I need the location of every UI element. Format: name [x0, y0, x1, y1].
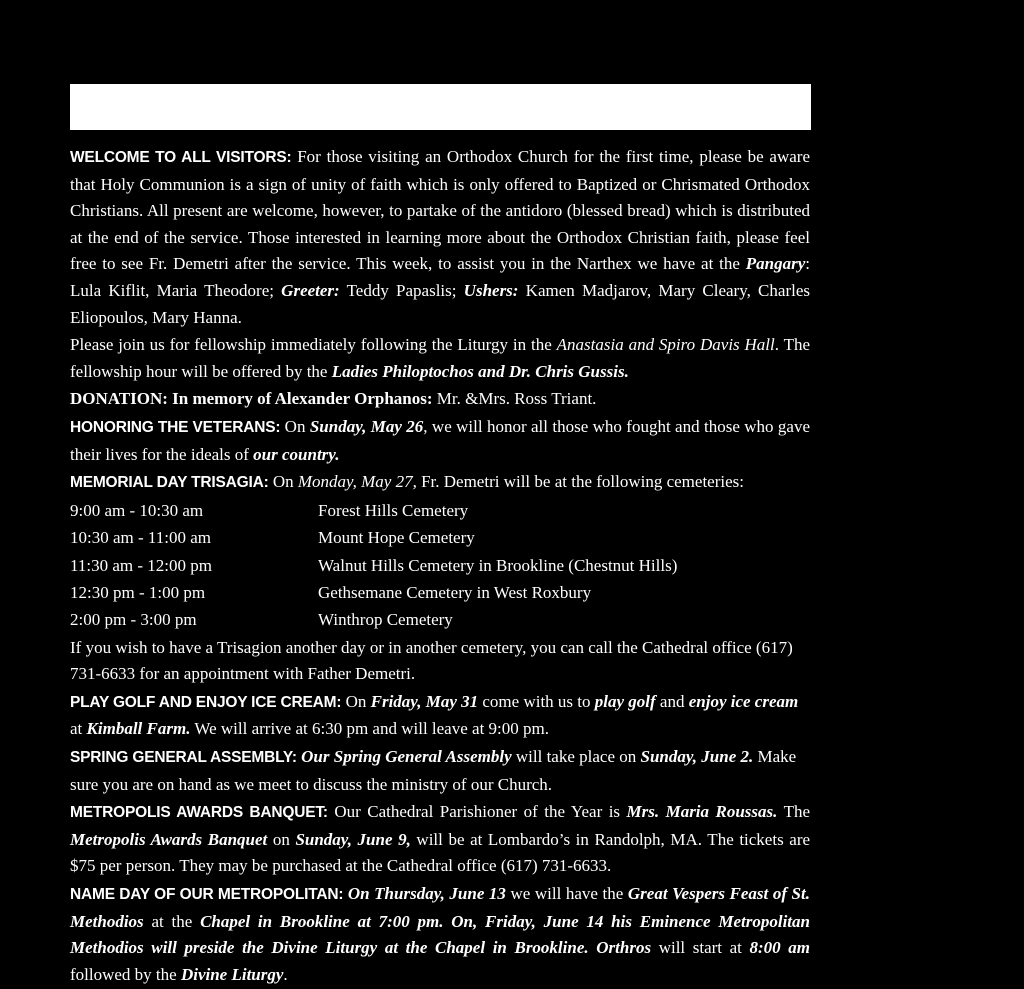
- trisagion-note: If you wish to have a Trisagion another day or in another cemetery, you can call the Cathedral office (617) 731-6633 for an appointment with Father Demetri.: [70, 637, 793, 684]
- donation-heading: DONATION: In memory of Alexander Orphanos:: [70, 389, 433, 409]
- farm-name: Kimball Farm.: [86, 719, 191, 739]
- banquet-date: Sunday, June 9,: [295, 829, 411, 849]
- schedule-time: 9:00 am - 10:30 am: [70, 500, 204, 520]
- memorial-date: Monday, May 27,: [297, 472, 417, 492]
- golf-heading: PLAY GOLF AND ENJOY ICE CREAM:: [70, 693, 342, 711]
- hall-name: Anastasia and Spiro Davis Hall: [556, 335, 775, 355]
- welcome-paragraph: WELCOME TO ALL VISITORS: For those visiting an Orthodox Church for the first time, please be aware that Holy Communion is a sign of unity of faith which is only offered to Baptized or Chrismated Orthodox Christians. All present are welcome, however, to partake of the antidoro (blessed bread) which is distributed at the end of the service. Those interested in learning more about the Orthodox Christian faith, please feel free to see Fr. Demetri after the service. This week, to assist you in the Narthex we have at the Pangary: Lula Kiflit, Maria Theodore; Greeter: Teddy Papaslis; Ushers: Kamen Madjarov, Mary Cleary, Charles Eliopoulos, Mary Hanna.: [70, 147, 810, 327]
- assembly-heading: SPRING GENERAL ASSEMBLY:: [70, 749, 297, 767]
- ushers-label: Ushers:: [463, 280, 519, 300]
- schedule-time: 10:30 am - 11:00 am: [70, 528, 212, 548]
- schedule-row: [70, 553, 810, 580]
- donation-paragraph: DONATION: In memory of Alexander Orphanos: Mr. &Mrs. Ross Triant.: [70, 389, 597, 409]
- fellowship-paragraph: Please join us for fellowship immediately following the Liturgy in the Anastasia and Spiro Davis Hall. The fellowship hour will be offered by the Ladies Philoptochos and Dr. Chris Gussis.: [70, 335, 811, 381]
- schedule-time: 11:30 am - 12:00 pm: [70, 555, 212, 575]
- greeter-label: Greeter:: [281, 280, 340, 300]
- golf-date: Friday, May 31: [370, 691, 479, 711]
- schedule-place: Mount Hope Cemetery: [318, 528, 475, 548]
- veterans-paragraph: HONORING THE VETERANS: On Sunday, May 26, we will honor all those who fought and those who gave their lives for the ideals of our country.: [70, 416, 810, 464]
- schedule-time: 12:30 pm - 1:00 pm: [70, 582, 206, 602]
- schedule-row: [70, 525, 810, 552]
- fellowship-hosts: Ladies Philoptochos and Dr. Chris Gussis.: [331, 361, 629, 381]
- assembly-paragraph: SPRING GENERAL ASSEMBLY: Our Spring General Assembly will take place on Sunday, June 2. Make sure you are on hand as we meet to discuss the ministry of our Church.: [70, 747, 797, 794]
- schedule-row: [70, 580, 810, 607]
- bulletin-content: [70, 144, 810, 989]
- schedule-place: Gethsemane Cemetery in West Roxbury: [318, 582, 592, 602]
- schedule-place: Walnut Hills Cemetery in Brookline (Chestnut Hills): [318, 555, 678, 575]
- schedule-row: [70, 498, 810, 525]
- schedule-place: Winthrop Cemetery: [318, 610, 453, 630]
- veterans-heading: HONORING THE VETERANS:: [70, 418, 281, 436]
- schedule-time: 2:00 pm - 3:00 pm: [70, 610, 197, 630]
- assembly-date: Sunday, June 2.: [640, 747, 754, 767]
- memorial-paragraph: MEMORIAL DAY TRISAGIA: On Monday, May 27, Fr. Demetri will be at the following cemeteries:: [70, 472, 744, 492]
- veterans-date: Sunday, May 26: [309, 416, 424, 436]
- nameday-heading: NAME DAY OF OUR METROPOLITAN:: [70, 886, 344, 904]
- header-banner: [70, 84, 811, 130]
- country-text: our country.: [253, 444, 340, 464]
- nameday-paragraph: NAME DAY OF OUR METROPOLITAN: On Thursday, June 13 we will have the Great Vespers Feast of St. Methodios at the Chapel in Brookline at 7:00 pm. On, Friday, June 14 his Eminence Metropolitan Methodios will preside the Divine Liturgy at the Chapel in Brookline. Orthros will start at 8:00 am followed by the Divine Liturgy.: [70, 884, 811, 984]
- memorial-heading: MEMORIAL DAY TRISAGIA:: [70, 474, 269, 492]
- banquet-paragraph: METROPOLIS AWARDS BANQUET: Our Cathedral Parishioner of the Year is Mrs. Maria Roussas. The Metropolis Awards Banquet on Sunday, June 9, will be at Lombardo’s in Randolph, MA. The tickets are $75 per person. They may be purchased at the Cathedral office (617) 731-6633.: [70, 802, 811, 876]
- banquet-heading: METROPOLIS AWARDS BANQUET:: [70, 804, 328, 822]
- cemetery-schedule: [70, 498, 810, 635]
- honoree-name: Mrs. Maria Roussas.: [626, 802, 778, 822]
- golf-paragraph: PLAY GOLF AND ENJOY ICE CREAM: On Friday, May 31 come with us to play golf and enjoy ice cream at Kimball Farm. We will arrive at 6:30 pm and will leave at 9:00 pm.: [70, 691, 799, 739]
- schedule-place: Forest Hills Cemetery: [318, 500, 469, 520]
- schedule-row: [70, 607, 810, 634]
- pangary-label: Pangary: [745, 254, 806, 274]
- welcome-heading: WELCOME TO ALL VISITORS:: [70, 149, 292, 166]
